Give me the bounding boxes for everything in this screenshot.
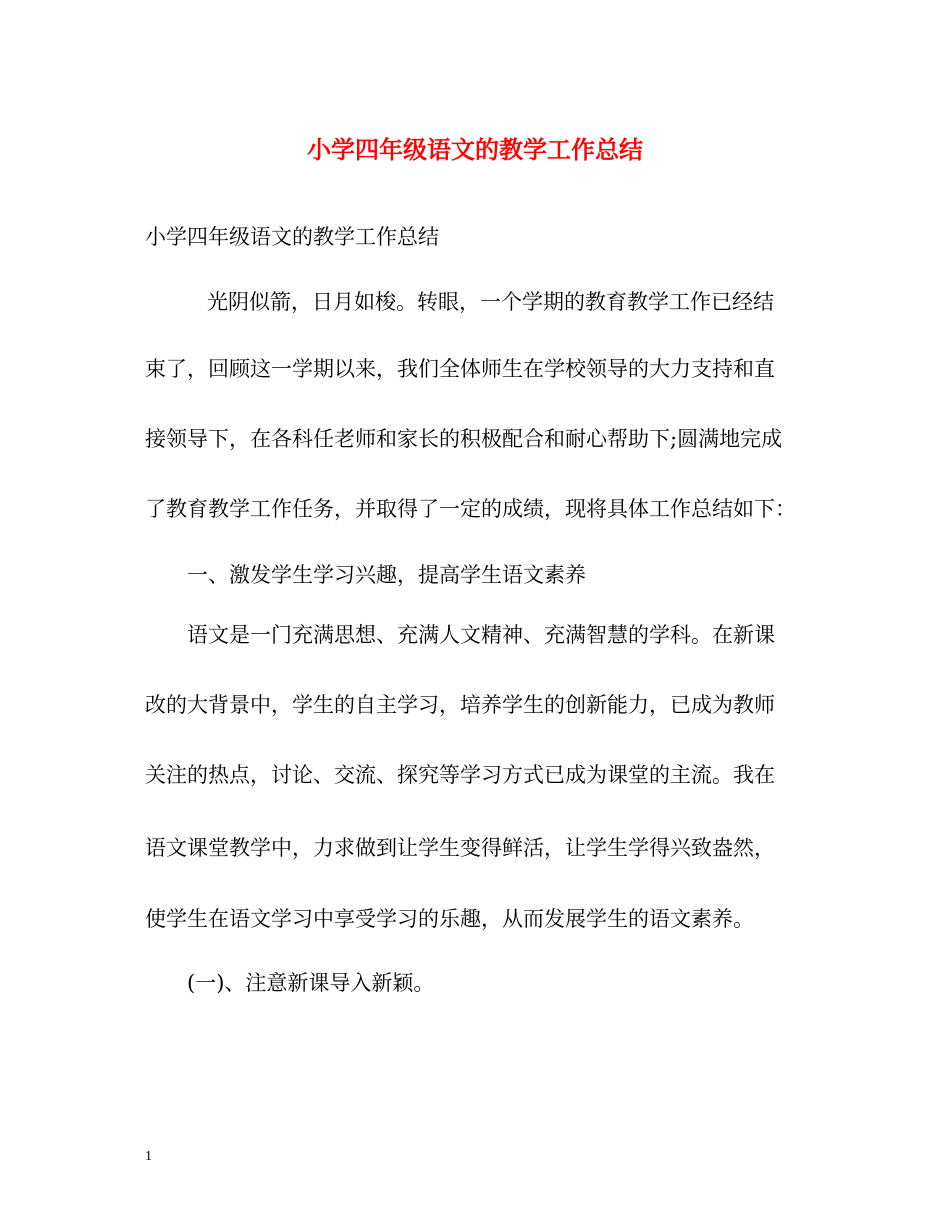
document-title: 小学四年级语文的教学工作总结 [307,135,643,164]
page-number: 1 [145,1149,152,1164]
paragraph-line: 束了，回顾这一学期以来，我们全体师生在学校领导的大力支持和直 [145,357,775,381]
paragraph-line: 了教育教学工作任务，并取得了一定的成绩，现将具体工作总结如下： [145,497,796,521]
paragraph-line: 改的大背景中，学生的自主学习，培养学生的创新能力，已成为教师 [145,693,775,717]
section-heading: 一、激发学生学习兴趣，提高学生语文素养 [187,563,586,587]
paragraph-line: 语文是一门充满思想、充满人文精神、充满智慧的学科。在新课 [187,623,775,647]
paragraph-line: 光阴似箭，日月如梭。转眼，一个学期的教育教学工作已经结 [207,290,774,314]
paragraph-line: 接领导下，在各科任老师和家长的积极配合和耐心帮助下;圆满地完成 [145,427,783,451]
paragraph-line: 语文课堂教学中，力求做到让学生变得鲜活，让学生学得兴致盎然， [145,836,775,860]
paragraph-line: 使学生在语文学习中享受学习的乐趣，从而发展学生的语文素养。 [145,907,754,931]
subsection-heading: (一)、注意新课导入新颖。 [187,971,435,995]
paragraph-line: 关注的热点，讨论、交流、探究等学习方式已成为课堂的主流。我在 [145,763,775,787]
document-subtitle: 小学四年级语文的教学工作总结 [145,225,439,249]
